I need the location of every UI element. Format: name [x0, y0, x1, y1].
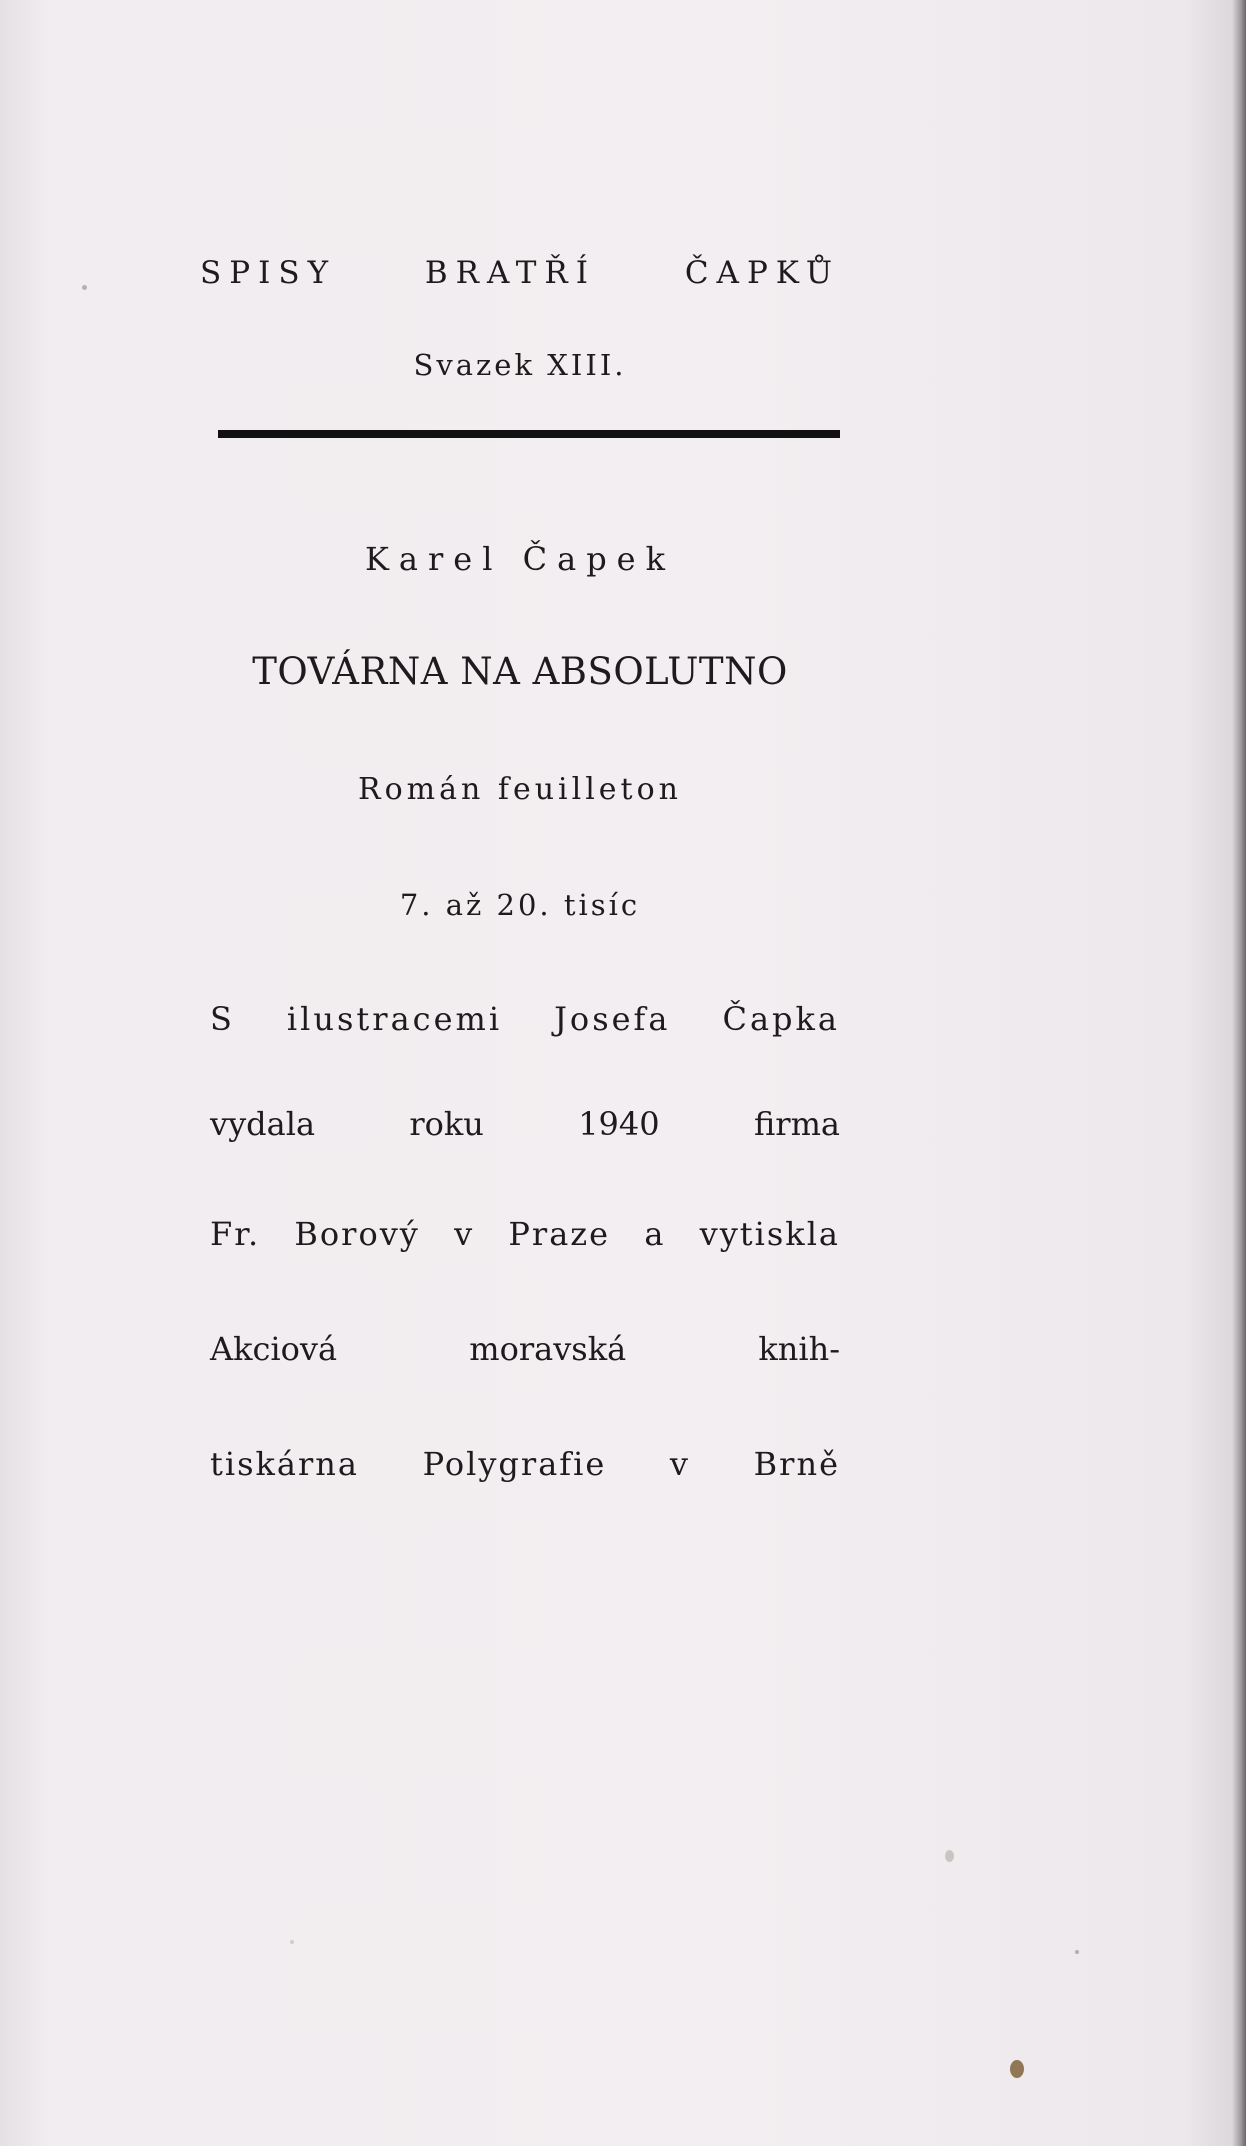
- paper-speck: [945, 1850, 954, 1862]
- imprint-line: vydala roku 1940 firma: [210, 1105, 840, 1143]
- paper-speck: [1075, 1950, 1079, 1954]
- book-title: TOVÁRNA NA ABSOLUTNO: [252, 650, 788, 693]
- author-name: Karel Čapek: [365, 540, 675, 578]
- paper-speck: [1010, 2060, 1024, 2078]
- paper-speck: [82, 285, 87, 290]
- volume-number: Svazek XIII.: [413, 348, 627, 382]
- imprint-line: tiskárna Polygrafie v Brně: [210, 1445, 840, 1483]
- horizontal-rule: [218, 430, 840, 438]
- edition-note: 7. až 20. tisíc: [399, 888, 641, 922]
- page-edge-shadow: [1232, 0, 1246, 2146]
- imprint-line: S ilustracemi Josefa Čapka: [210, 1000, 840, 1038]
- imprint-line: Fr. Borový v Praze a vytiskla: [210, 1215, 840, 1253]
- imprint-line: Akciová moravská knih-: [210, 1330, 840, 1368]
- paper-speck: [290, 1940, 294, 1944]
- book-subtitle: Román feuilleton: [358, 772, 682, 807]
- series-title: SPISY BRATŘÍ ČAPKŮ: [200, 255, 840, 291]
